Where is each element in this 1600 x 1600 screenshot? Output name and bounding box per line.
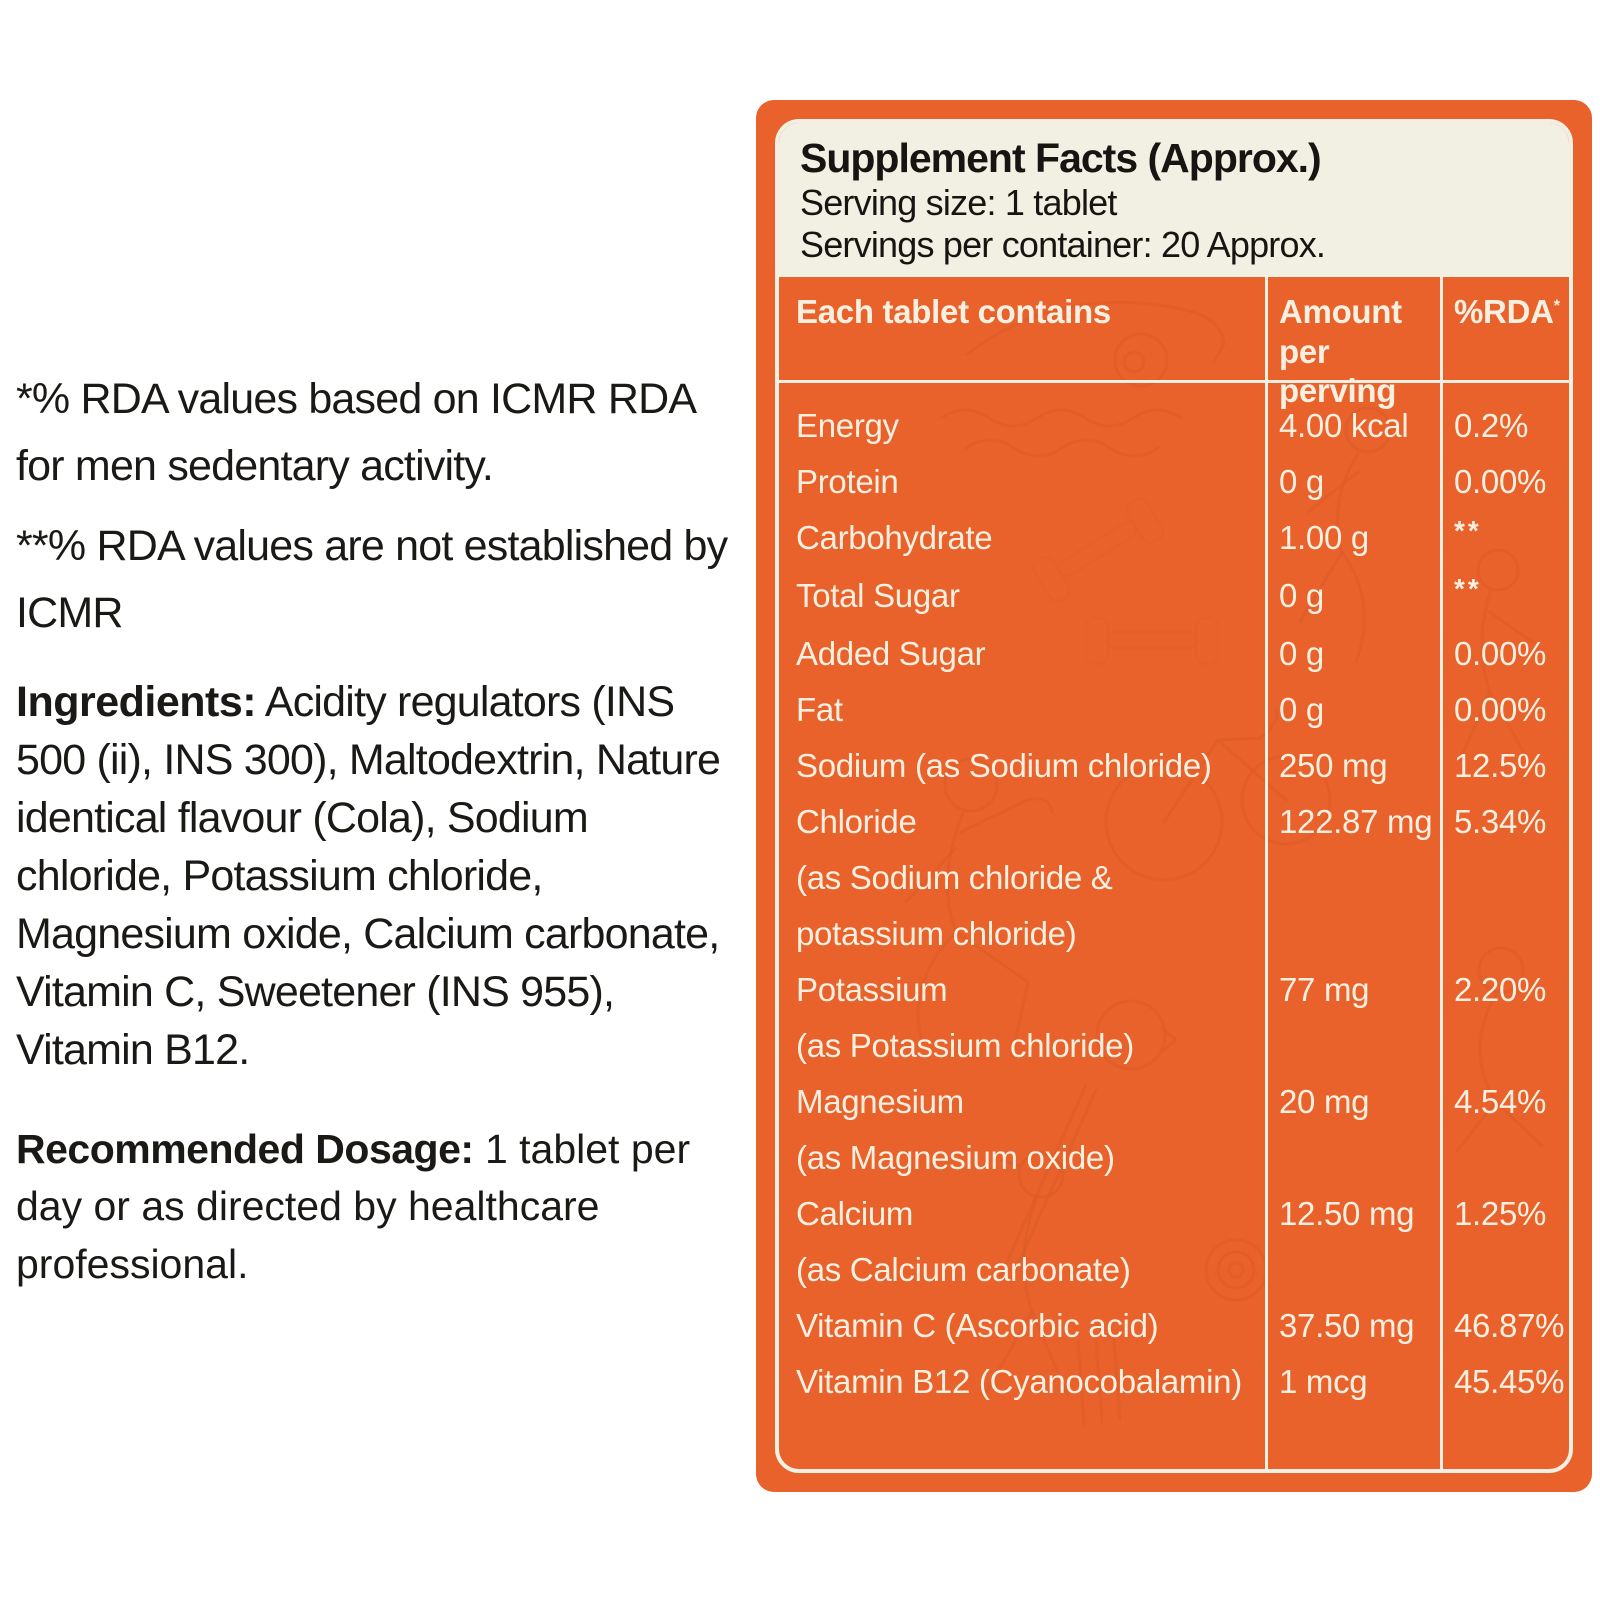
nutrient-name: Vitamin B12 (Cyanocobalamin) — [796, 1363, 1242, 1400]
dosage-label: Recommended Dosage: — [16, 1125, 474, 1172]
table-row — [779, 1074, 1569, 1186]
amount-value: 122.87 mg — [1279, 803, 1433, 840]
nutrient-name: Vitamin C (Ascorbic acid) — [796, 1307, 1159, 1344]
nutrient-name: Fat — [796, 691, 843, 728]
table-row — [779, 1354, 1569, 1410]
rda-value: 45.45% — [1454, 1363, 1565, 1400]
amount-value: 1 mcg — [1279, 1363, 1368, 1400]
nutrient-subtext: (as Calcium carbonate) — [796, 1251, 1131, 1288]
amount-value: 0 g — [1279, 577, 1324, 614]
rda-value: 46.87% — [1454, 1307, 1565, 1344]
nutrient-name: Protein — [796, 463, 899, 500]
nutrient-name: Magnesium — [796, 1083, 964, 1120]
rda-value: 4.54% — [1454, 1083, 1547, 1120]
column-header-amount: Amount per perving — [1279, 293, 1402, 410]
rda-value: 1.25% — [1454, 1195, 1547, 1232]
rda-value — [1440, 568, 1569, 626]
rda-not-established-marker: ** — [1454, 515, 1482, 546]
table-row — [779, 398, 1569, 454]
facts-title: Supplement Facts (Approx.) — [800, 135, 1321, 181]
facts-inner-box — [775, 119, 1573, 1473]
rda-value — [1440, 510, 1569, 568]
rda-value: 0.00% — [1454, 463, 1547, 500]
amount-value: 250 mg — [1279, 747, 1388, 784]
rda-note-2: **% RDA values are not established by ICMR — [16, 522, 728, 637]
servings-per-container-line: Servings per container: 20 Approx. — [800, 224, 1326, 266]
nutrient-name: Added Sugar — [796, 635, 986, 672]
column-header-contains: Each tablet contains — [796, 293, 1111, 330]
column-separator-2 — [1440, 277, 1443, 1469]
amount-value: 37.50 mg — [1279, 1307, 1415, 1344]
rda-value: 12.5% — [1454, 747, 1547, 784]
serving-size-line: Serving size: 1 tablet — [800, 181, 1117, 223]
amount-value: 0 g — [1279, 635, 1324, 672]
nutrient-subtext: (as Potassium chloride) — [796, 1027, 1134, 1064]
dosage-paragraph — [16, 1121, 742, 1293]
rda-value: 0.00% — [1454, 691, 1547, 728]
table-row — [779, 1298, 1569, 1354]
supplement-facts-panel — [756, 100, 1592, 1492]
nutrient-subtext: (as Magnesium oxide) — [796, 1139, 1115, 1176]
column-separator-1 — [1265, 277, 1268, 1469]
table-row — [779, 510, 1569, 568]
amount-value: 20 mg — [1279, 1083, 1370, 1120]
amount-value: 0 g — [1279, 463, 1324, 500]
nutrient-name: Calcium — [796, 1195, 914, 1232]
table-row — [779, 738, 1569, 794]
table-row — [779, 568, 1569, 626]
amount-value: 4.00 kcal — [1279, 407, 1409, 444]
table-row — [779, 626, 1569, 682]
facts-table-header-row — [779, 277, 1569, 410]
column-header-rda: %RDA* — [1454, 293, 1560, 330]
rda-value: 5.34% — [1454, 803, 1547, 840]
amount-value: 77 mg — [1279, 971, 1370, 1008]
table-row — [779, 794, 1569, 962]
rda-value: 0.2% — [1454, 407, 1529, 444]
rda-value: 0.00% — [1454, 635, 1547, 672]
amount-value: 0 g — [1279, 691, 1324, 728]
facts-table-body — [779, 383, 1569, 1469]
rda-not-established-marker: ** — [1454, 573, 1482, 604]
ingredients-paragraph — [16, 673, 742, 1079]
nutrient-name: Potassium — [796, 971, 948, 1008]
nutrient-name: Carbohydrate — [796, 519, 993, 556]
amount-value: 1.00 g — [1279, 519, 1369, 556]
table-row — [779, 454, 1569, 510]
table-row — [779, 962, 1569, 1074]
nutrient-name: Chloride — [796, 803, 917, 840]
nutrient-name: Sodium (as Sodium chloride) — [796, 747, 1212, 784]
left-notes-column — [16, 366, 742, 1293]
ingredients-label: Ingredients: — [16, 677, 257, 726]
rda-note-1: *% RDA values based on ICMR RDA for men sedentary activity. — [16, 375, 694, 490]
rda-asterisk: * — [1553, 297, 1560, 315]
table-row — [779, 1186, 1569, 1298]
ingredients-text: Acidity regulators (INS 500 (ii), INS 300), Maltodextrin, Nature identical flavour (Cola), Sodium chloride, Potassium chloride, Magnesium oxide, Calcium carbonate, Vitamin C, Sweetener (INS 955), Vitamin B12. — [16, 677, 721, 1074]
rda-value: 2.20% — [1454, 971, 1547, 1008]
facts-table — [779, 277, 1569, 1469]
table-row — [779, 682, 1569, 738]
facts-header — [779, 123, 1569, 277]
dosage-text: 1 tablet per day or as directed by healthcare professional. — [16, 1125, 691, 1287]
nutrient-subtext: (as Sodium chloride & potassium chloride) — [796, 859, 1113, 952]
nutrient-name: Total Sugar — [796, 577, 960, 614]
amount-value: 12.50 mg — [1279, 1195, 1415, 1232]
nutrient-name: Energy — [796, 407, 899, 444]
